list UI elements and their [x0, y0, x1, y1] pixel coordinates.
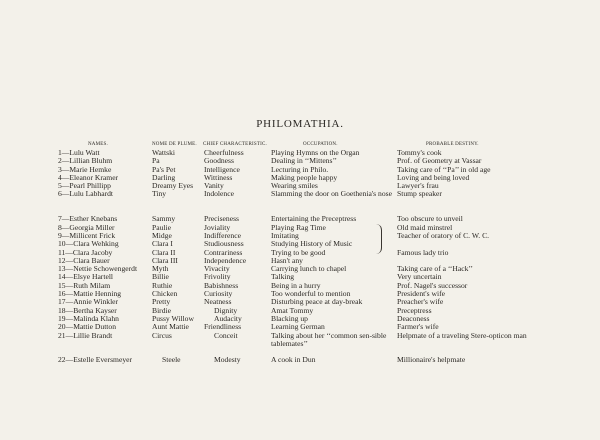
nom-de-plume: Pa's Pet: [152, 164, 176, 174]
characteristic: Contrariness: [204, 247, 243, 257]
occupation: Amat Tommy: [271, 305, 314, 315]
nom-de-plume: Myth: [152, 264, 169, 274]
characteristic: Dignity: [214, 305, 238, 315]
nom-de-plume: Paulie: [152, 222, 171, 232]
destiny: Prof. of Geometry at Vassar: [397, 156, 482, 166]
destiny: Stump speaker: [397, 189, 442, 199]
nom-de-plume: Tiny: [152, 189, 167, 199]
characteristic: Audacity: [214, 313, 242, 323]
table-row: [0, 356, 600, 364]
occupation: Talking about her ‘‘common sen-sible tablemates’’: [271, 330, 387, 348]
member-name: 4—Eleanor Kramer: [58, 172, 119, 182]
destiny: Very uncertain: [397, 272, 442, 282]
nom-de-plume: Darling: [152, 172, 176, 182]
occupation: Talking: [271, 272, 295, 282]
nom-de-plume: Birdie: [152, 305, 171, 315]
table-row: [0, 190, 600, 207]
nom-de-plume: Ruthie: [152, 280, 173, 290]
characteristic: Friendliness: [204, 322, 242, 332]
occupation: Playing Hymns on the Organ: [271, 148, 360, 157]
characteristic: Indolence: [204, 189, 234, 199]
nom-de-plume: Sammy: [152, 214, 176, 224]
occupation: Learning German: [271, 322, 325, 332]
occupation: Imitating: [271, 230, 299, 240]
characteristic: Wittiness: [204, 172, 233, 182]
member-name: 7—Esther Knebans: [58, 214, 118, 224]
header-names: NAMES.: [88, 142, 108, 147]
destiny: Taking care of ‘‘Pa’’ in old age: [397, 164, 491, 174]
characteristic: Conceit: [214, 330, 238, 340]
destiny: Old maid minstrel: [397, 222, 453, 232]
occupation: Lecturing in Philo.: [271, 164, 329, 174]
member-name: 9—Millicent Frick: [58, 230, 116, 240]
occupation: Carrying lunch to chapel: [271, 264, 347, 274]
nom-de-plume: Pretty: [152, 297, 171, 307]
member-name: 15—Ruth Milam: [58, 280, 111, 290]
characteristic: Indifference: [204, 230, 241, 240]
member-name: 12—Clara Bauer: [58, 255, 110, 265]
destiny: Deaconess: [397, 313, 430, 323]
destiny: Millionaire's helpmate: [397, 355, 466, 365]
nom-de-plume: Clara I: [152, 239, 173, 249]
member-name: 3—Marie Hemke: [58, 164, 112, 174]
member-name: 8—Georgia Miller: [58, 222, 115, 232]
nom-de-plume: Clara III: [152, 255, 178, 265]
nom-de-plume: Pa: [152, 156, 160, 166]
header-plume: NOME DE PLUME.: [152, 142, 197, 147]
occupation: Slamming the door on Goethenia's nose: [271, 189, 392, 199]
member-name: 11—Clara Jacoby: [58, 247, 113, 257]
occupation: Too wonderful to mention: [271, 289, 351, 299]
characteristic: Intelligence: [204, 164, 240, 174]
occupation: Trying to be good: [271, 247, 326, 257]
characteristic: Curiosity: [204, 289, 233, 299]
destiny: Farmer's wife: [397, 322, 439, 332]
member-name: 14—Elsye Hartell: [58, 272, 114, 282]
occupation: Playing Rag Time: [271, 222, 326, 232]
occupation: Hasn't any: [271, 255, 303, 265]
occupation: Being in a hurry: [271, 280, 321, 290]
characteristic: Neatness: [204, 297, 232, 307]
member-name: 5—Pearl Phillipp: [58, 181, 111, 191]
header-occupation: OCCUPATION.: [303, 142, 338, 147]
nom-de-plume: Steele: [162, 355, 181, 365]
member-name: 20—Mattie Dutton: [58, 322, 117, 332]
characteristic: Frivolity: [204, 272, 231, 282]
destiny: Too obscure to unveil: [397, 214, 463, 224]
nom-de-plume: Billie: [152, 272, 169, 282]
member-name: 22—Estelle Eversmeyer: [58, 355, 133, 365]
characteristic: Goodness: [204, 156, 234, 166]
table-row: [0, 332, 600, 349]
destiny: President's wife: [397, 289, 445, 299]
header-characteristic: CHIEF CHARACTERISTIC.: [203, 142, 267, 147]
occupation: A cook in Dun: [271, 355, 316, 365]
destiny: Loving and being loved: [397, 172, 470, 182]
destiny: Prof. Nagel's successor: [397, 280, 468, 290]
characteristic: Studiousness: [204, 239, 244, 249]
member-name: 17—Annie Winkler: [58, 297, 119, 307]
characteristic: Vanity: [204, 181, 224, 191]
characteristic: Babishness: [204, 280, 239, 290]
destiny: Famous lady trio: [397, 247, 449, 257]
member-name: 6—Lulu Labhardt: [58, 189, 114, 199]
destiny: Preacher's wife: [397, 297, 444, 307]
characteristic: Cheerfulness: [204, 148, 244, 157]
nom-de-plume: Pussy Willow: [152, 313, 194, 323]
occupation: Dealing in ‘‘Mittens’’: [271, 156, 337, 166]
characteristic: Preciseness: [204, 214, 240, 224]
occupation: Entertaining the Preceptress: [271, 214, 357, 224]
member-name: 13—Nettie Schowengerdt: [58, 264, 138, 274]
nom-de-plume: Midge: [152, 230, 172, 240]
characteristic: Vivacity: [204, 264, 230, 274]
member-name: 1—Lulu Watt: [58, 148, 100, 157]
member-name: 18—Bertha Kayser: [58, 305, 117, 315]
member-name: 16—Mattie Henning: [58, 289, 122, 299]
destiny: Taking care of a ‘‘Hack’’: [397, 264, 473, 274]
occupation: Blacking up: [271, 313, 308, 323]
nom-de-plume: Circus: [152, 330, 172, 340]
characteristic: Modesty: [214, 355, 241, 365]
header-destiny: PROBABLE DESTINY.: [426, 142, 479, 147]
nom-de-plume: Wattski: [152, 148, 176, 157]
occupation: Studying History of Music: [271, 239, 353, 249]
destiny: Preceptress: [397, 305, 432, 315]
destiny: Lawyer's frau: [397, 181, 439, 191]
roster-table: [0, 149, 600, 365]
destiny: Tommy's cook: [397, 148, 442, 157]
occupation: Disturbing peace at day-break: [271, 297, 363, 307]
nom-de-plume: Clara II: [152, 247, 176, 257]
characteristic: Joviality: [204, 222, 231, 232]
member-name: 10—Clara Wehking: [58, 239, 119, 249]
nom-de-plume: Chicken: [152, 289, 178, 299]
member-name: 2—Lillian Bluhm: [58, 156, 113, 166]
member-name: 21—Lillie Brandt: [58, 330, 113, 340]
member-name: 19—Malinda Klahn: [58, 313, 119, 323]
trio-brace: [375, 224, 382, 254]
occupation: Making people happy: [271, 172, 338, 182]
characteristic: Independence: [204, 255, 247, 265]
occupation: Wearing smiles: [271, 181, 318, 191]
nom-de-plume: Aunt Mattie: [152, 322, 189, 332]
destiny: Helpmate of a traveling Stere-opticon man: [397, 330, 527, 340]
page-title: PHILOMATHIA.: [256, 118, 344, 130]
destiny: Teacher of oratory of C. W. C.: [397, 230, 490, 240]
nom-de-plume: Dreamy Eyes: [152, 181, 194, 191]
